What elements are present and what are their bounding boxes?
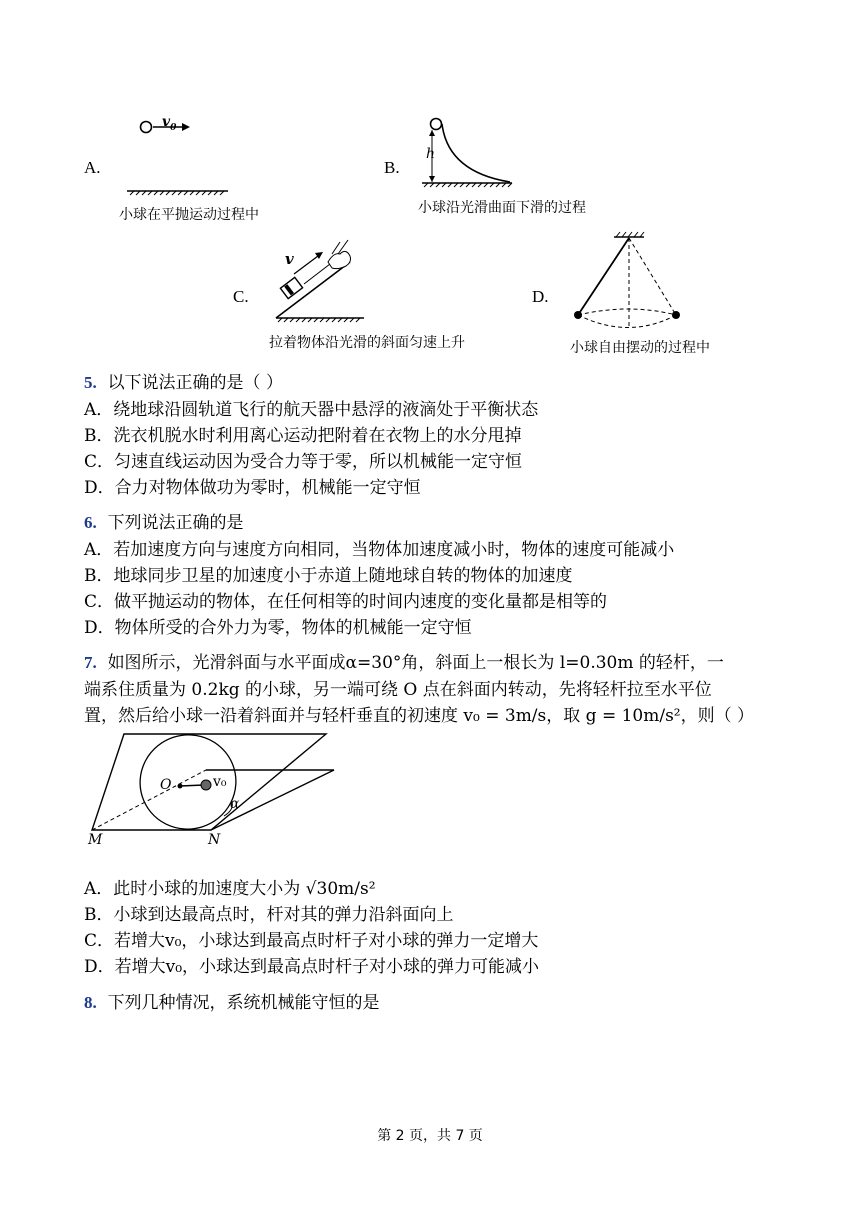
q6-option-c: C．做平抛运动的物体，在任何相等的时间内速度的变化量都是相等的: [84, 592, 608, 612]
question-number: 5.: [84, 373, 97, 392]
figure-c-incline-pull: [268, 232, 388, 332]
q6-option-b: B．地球同步卫星的加速度小于赤道上随地球自转的物体的加速度: [84, 566, 573, 586]
question-text: 下列几种情况，系统机械能守恒的是: [107, 993, 380, 1013]
q7-option-a: A．此时小球的加速度大小为 √30m/s²: [84, 879, 376, 899]
h-label: h: [426, 146, 436, 162]
q5-option-a: A．绕地球沿圆轨道飞行的航天器中悬浮的液滴处于平衡状态: [84, 400, 539, 420]
caption-d: 小球自由摆动的过程中: [570, 340, 710, 356]
q7-option-b: B．小球到达最高点时，杆对其的弹力沿斜面向上: [84, 905, 454, 925]
question-number: 8.: [84, 993, 97, 1012]
question-7-line2: 端系住质量为 0.2kg 的小球，另一端可绕 O 点在斜面内转动，先将轻杆拉至水平位: [84, 680, 712, 700]
figure-d-pendulum: [566, 228, 696, 338]
v0-label-a: $v_0$: [162, 114, 177, 133]
question-text: 下列说法正确的是: [107, 513, 244, 533]
v-label-c: v: [285, 250, 294, 268]
option-d-label: D.: [532, 287, 549, 306]
question-5-stem: [84, 370, 283, 396]
v0-label-q7: v₀: [213, 774, 227, 790]
caption-b: 小球沿光滑曲面下滑的过程: [418, 200, 586, 216]
q7-option-d: D．若增大v₀，小球达到最高点时杆子对小球的弹力可能减小: [84, 957, 540, 977]
question-text: 如图所示，光滑斜面与水平面成α=30°角，斜面上一根长为 l=0.30m 的轻杆，一: [107, 653, 724, 673]
question-7-line3: 置，然后给小球一沿着斜面并与轻杆垂直的初速度 v₀ = 3m/s，取 g = 10m/s²，则（ ）: [84, 706, 755, 726]
caption-a: 小球在平抛运动过程中: [119, 207, 259, 223]
point-n-label: N: [208, 832, 221, 848]
page-footer: 第 2 页，共 7 页: [377, 1128, 483, 1144]
point-m-label: M: [88, 832, 103, 848]
alpha-label: α: [230, 796, 240, 812]
figure-a-projectile: [120, 108, 320, 198]
question-number: 6.: [84, 513, 97, 532]
q6-option-d: D．物体所受的合外力为零，物体的机械能一定守恒: [84, 618, 472, 638]
option-a-label: A.: [84, 158, 101, 177]
caption-c: 拉着物体沿光滑的斜面匀速上升: [269, 335, 465, 351]
option-c-label: C.: [233, 287, 249, 306]
question-7-line1: [84, 650, 724, 676]
q5-option-b: B．洗衣机脱水时利用离心运动把附着在衣物上的水分甩掉: [84, 426, 522, 446]
q5-option-c: C．匀速直线运动因为受合力等于零，所以机械能一定守恒: [84, 452, 523, 472]
q5-option-d: D．合力对物体做功为零时，机械能一定守恒: [84, 478, 421, 498]
question-6-stem: [84, 510, 244, 536]
question-text: 以下说法正确的是（ ）: [107, 373, 283, 393]
question-number: 7.: [84, 653, 97, 672]
option-b-label: B.: [384, 158, 400, 177]
question-8-stem: [84, 990, 380, 1016]
q6-option-a: A．若加速度方向与速度方向相同，当物体加速度减小时，物体的速度可能减小: [84, 540, 675, 560]
q7-option-c: C．若增大v₀，小球达到最高点时杆子对小球的弹力一定增大: [84, 931, 539, 951]
point-o-label: O: [160, 777, 172, 793]
figure-b-curve-slide: [418, 112, 538, 192]
